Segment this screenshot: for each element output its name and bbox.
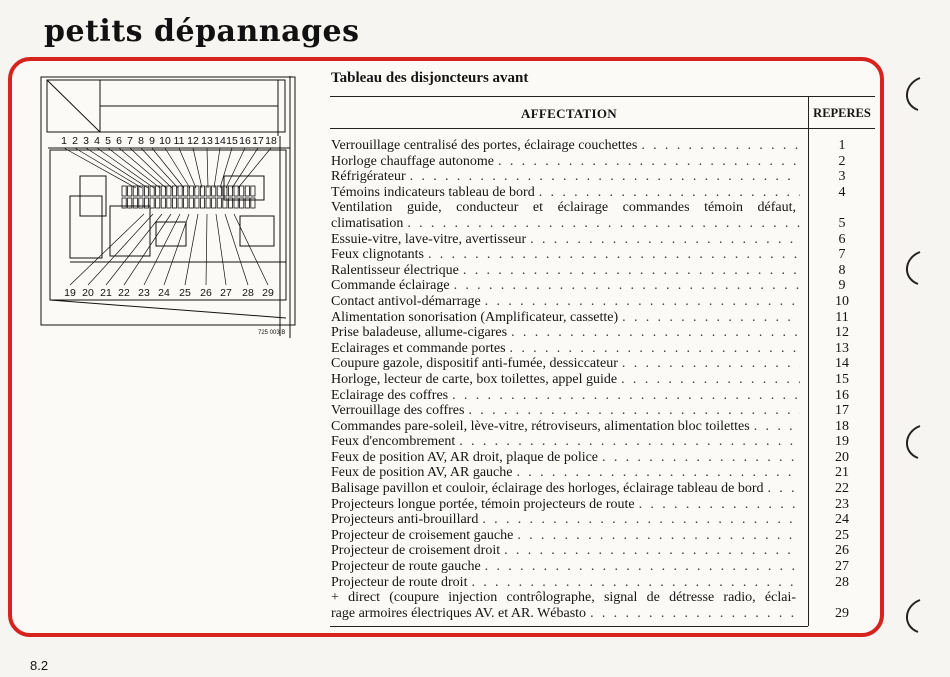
diagram-fuse-number: 28 <box>242 287 254 299</box>
affectation-cell <box>331 356 800 372</box>
affectation-text: Feux clignotants <box>331 247 424 263</box>
repere-cell: 25 <box>835 527 849 543</box>
affectation-text: Verrouillage des coffres <box>331 403 465 419</box>
repere-cell: 1 <box>838 138 846 153</box>
leader-line <box>216 214 226 285</box>
affectation-text: Projecteur de route gauche <box>331 559 481 575</box>
dot-leader <box>407 216 800 232</box>
affectation-cell <box>331 481 800 497</box>
fuse-box-diagram <box>40 76 298 340</box>
affectation-cell <box>331 543 800 559</box>
diagram-fuse-number: 19 <box>64 287 76 299</box>
affectation-cell <box>331 294 800 310</box>
affectation-text: Feux de position AV, AR gauche <box>331 465 513 481</box>
affectation-text: Coupure gazole, dispositif anti-fumée, dessiccateur <box>331 356 618 372</box>
diagram-fuse-number: 2 <box>72 135 78 147</box>
affectation-text: Feux de position AV, AR droit, plaque de police <box>331 449 599 465</box>
affectation-text: Horloge, lecteur de carte, box toilettes, appel guide <box>331 371 618 387</box>
affectation-text: Eclairage des coffres <box>331 387 449 403</box>
table-row <box>330 154 875 170</box>
dot-leader <box>459 434 800 450</box>
leader-line <box>88 214 153 285</box>
fuse-shape <box>217 186 221 196</box>
dot-leader <box>471 575 800 591</box>
fuse-shape <box>144 186 148 196</box>
repere-cell: 16 <box>835 387 849 403</box>
leader-line <box>164 214 189 285</box>
affectation-text: Eclairages et commande portes <box>331 340 506 356</box>
diagram-fuse-number: 13 <box>201 135 213 147</box>
fuse-shape <box>178 186 182 196</box>
affectation-cell <box>331 169 800 185</box>
repere-cell: 11 <box>835 309 849 325</box>
affectation-text: Balisage pavillon et couloir, éclairage des horloges, éclairage tableau de bord <box>331 481 764 497</box>
diagram-fuse-number: 7 <box>127 135 133 147</box>
affectation-cell <box>331 388 800 404</box>
affectation-text: Commandes pare-soleil, lève-vitre, rétroviseurs, alimentation bloc toilettes <box>331 418 750 434</box>
table-row <box>330 450 875 466</box>
table-row <box>330 325 875 341</box>
binder-ring-icon <box>907 600 920 632</box>
table-row <box>330 294 875 310</box>
leader-line <box>220 148 232 188</box>
affectation-text: Verrouillage centralisé des portes, éclairage couchettes <box>331 138 638 153</box>
fuse-shape <box>150 198 154 208</box>
repere-cell: 14 <box>835 356 849 372</box>
fuse-shape <box>172 186 176 196</box>
repere-cell: 23 <box>835 496 849 512</box>
dot-leader <box>452 388 800 404</box>
dot-leader <box>530 232 800 248</box>
dot-leader <box>754 419 800 435</box>
table-row <box>330 169 875 185</box>
leader-line <box>75 148 142 188</box>
fuse-shape <box>212 198 216 208</box>
dot-leader <box>622 356 800 372</box>
fuse-shape <box>200 198 204 208</box>
affectation-text: Ralentisseur électrique <box>331 262 459 278</box>
diagram-fuse-number: 6 <box>116 135 122 147</box>
leader-line <box>108 148 160 188</box>
affectation-cell <box>331 278 800 294</box>
affectation-text: Réfrigérateur <box>331 169 406 185</box>
leader-line <box>152 148 184 188</box>
affectation-text: Alimentation sonorisation (Amplificateur, cassette) <box>331 309 619 325</box>
table-row <box>330 278 875 294</box>
diagram-fuse-number: 12 <box>187 135 199 147</box>
table-top-rule <box>330 96 875 97</box>
leader-line <box>144 214 180 285</box>
dot-leader <box>485 294 800 310</box>
binder-ring-icon <box>907 78 920 110</box>
affectation-text: Ventilation guide, conducteur et éclairage commandes témoin défaut, <box>331 200 796 216</box>
repere-cell: 29 <box>835 605 849 621</box>
repere-cell: 5 <box>838 215 846 231</box>
diagram-fuse-number: 26 <box>200 287 212 299</box>
dot-leader <box>622 310 800 326</box>
dot-leader <box>590 606 800 622</box>
dot-leader <box>498 154 800 170</box>
table-row <box>330 419 875 435</box>
leader-line <box>124 214 171 285</box>
diagram-fuse-number: 8 <box>138 135 144 147</box>
diagram-fuse-number: 14 <box>214 135 226 147</box>
diagram-fuse-number: 9 <box>149 135 155 147</box>
dot-leader <box>511 325 800 341</box>
repere-cell: 19 <box>835 434 849 450</box>
affectation-cell <box>331 185 800 201</box>
diagram-reference: 725 003 B <box>258 330 286 336</box>
binder-rings <box>896 0 950 677</box>
header-reperes: REPERES <box>813 106 871 120</box>
dot-leader <box>517 465 801 481</box>
table-title: Tableau des disjoncteurs avant <box>331 70 529 86</box>
table-header-rule <box>330 128 875 129</box>
affectation-cell <box>331 154 800 170</box>
fuse-shape <box>167 198 171 208</box>
repere-cell: 18 <box>835 418 849 434</box>
dot-leader <box>468 403 800 419</box>
page-title: petits dépannages <box>44 14 360 49</box>
dot-leader <box>482 512 800 528</box>
diagram-fuse-number: 11 <box>173 135 185 147</box>
affectation-cell <box>331 434 800 450</box>
affectation-cell <box>331 497 800 513</box>
affectation-text: Feux d'encombrement <box>331 434 456 450</box>
affectation-text: Contact antivol-démarrage <box>331 293 481 309</box>
repere-cell: 4 <box>838 184 846 200</box>
fuse-shape <box>200 186 204 196</box>
affectation-cell <box>331 403 800 419</box>
dot-leader <box>510 341 800 357</box>
diagram-fuse-number: 18 <box>265 135 277 147</box>
table-row <box>330 590 875 621</box>
dot-leader <box>485 559 800 575</box>
affectation-text: Témoins indicateurs tableau de bord <box>331 184 535 200</box>
table-rows <box>330 138 875 621</box>
affectation-text: Projecteurs anti-brouillard <box>331 512 479 528</box>
dot-leader <box>463 263 800 279</box>
table-row <box>330 356 875 372</box>
table-row <box>330 310 875 326</box>
affectation-text: Projecteurs longue portée, témoin projecteurs de route <box>331 496 635 512</box>
dot-leader <box>641 138 800 154</box>
affectation-cell <box>331 138 800 154</box>
affectation-text: climatisation <box>331 215 404 231</box>
affectation-cell <box>331 450 800 466</box>
table-row <box>330 434 875 450</box>
leader-line <box>179 148 196 188</box>
leader-line <box>165 148 190 188</box>
table-row <box>330 528 875 544</box>
repere-cell: 27 <box>835 559 849 575</box>
repere-cell: 2 <box>838 153 846 169</box>
fuse-shape <box>206 198 210 208</box>
affectation-text: Projecteur de route droit <box>331 574 468 590</box>
affectation-text: Commande éclairage <box>331 278 450 294</box>
fuse-shape <box>189 198 193 208</box>
table-row <box>330 372 875 388</box>
repere-cell: 17 <box>835 403 849 419</box>
fuse-shape <box>240 186 244 196</box>
affectation-cell <box>331 575 800 591</box>
leader-line <box>207 148 208 188</box>
table-row <box>330 200 875 231</box>
fuse-shape <box>156 198 160 208</box>
leader-line <box>206 214 207 285</box>
fuse-shape <box>245 186 249 196</box>
fuse-shape <box>128 186 132 196</box>
table-row <box>330 232 875 248</box>
diagram-fuse-number: 20 <box>82 287 94 299</box>
affectation-cell <box>331 263 800 279</box>
table-row <box>330 403 875 419</box>
affectation-cell <box>331 590 800 621</box>
leader-line <box>130 148 172 188</box>
leader-line <box>193 148 202 188</box>
affectation-text: + direct (coupure injection contrôlographe, signal de détresse radio, éclai- <box>331 590 796 606</box>
repere-cell: 12 <box>835 325 849 341</box>
fuse-shape <box>161 186 165 196</box>
repere-cell: 13 <box>835 340 849 356</box>
repere-cell: 28 <box>835 574 849 590</box>
affectation-cell <box>331 419 800 435</box>
fuse-shape <box>184 186 188 196</box>
repere-cell: 3 <box>838 169 846 185</box>
repere-cell: 22 <box>835 481 849 497</box>
affectation-text: rage armoires électriques AV. et AR. Wébasto <box>331 605 587 621</box>
repere-cell: 8 <box>838 262 846 278</box>
dot-leader <box>639 497 800 513</box>
diagram-fuse-number: 24 <box>158 287 170 299</box>
repere-cell: 7 <box>838 247 846 263</box>
table-row <box>330 388 875 404</box>
affectation-text: Projecteur de croisement gauche <box>331 527 514 543</box>
repere-cell: 9 <box>838 278 846 294</box>
fuse-shape <box>184 198 188 208</box>
affectation-text: Projecteur de croisement droit <box>331 543 501 559</box>
diagram-fuse-number: 22 <box>118 287 130 299</box>
table-row <box>330 543 875 559</box>
table-bottom-rule <box>330 626 808 627</box>
fuse-shape <box>161 198 165 208</box>
affectation-cell <box>331 372 800 388</box>
dot-leader <box>539 185 800 201</box>
diagram-fuse-number: 29 <box>262 287 274 299</box>
repere-cell: 24 <box>835 512 849 528</box>
affectation-cell <box>331 325 800 341</box>
dot-leader <box>517 528 800 544</box>
fuse-shape <box>217 198 221 208</box>
diagram-fuse-number: 3 <box>83 135 89 147</box>
table-row <box>330 341 875 357</box>
table-row <box>330 512 875 528</box>
fuse-box-illustration <box>40 76 298 340</box>
header-affectation: AFFECTATION <box>521 106 617 121</box>
fuse-shape <box>178 198 182 208</box>
leader-line <box>86 148 148 188</box>
table-row <box>330 138 875 154</box>
dot-leader <box>454 278 800 294</box>
fuse-shape <box>167 186 171 196</box>
leader-line <box>141 148 178 188</box>
affectation-cell <box>331 512 800 528</box>
table-row <box>330 263 875 279</box>
fuse-shape <box>195 198 199 208</box>
table-row <box>330 247 875 263</box>
leader-line <box>225 214 248 285</box>
affectation-text: Prise baladeuse, allume-cigares <box>331 325 508 341</box>
binder-ring-icon <box>907 426 920 458</box>
table-row <box>330 185 875 201</box>
table-row <box>330 575 875 591</box>
repere-cell: 15 <box>835 371 849 387</box>
fuse-shape <box>212 186 216 196</box>
binder-ring-icon <box>907 252 920 284</box>
fuse-shape <box>251 186 255 196</box>
affectation-cell <box>331 528 800 544</box>
repere-cell: 6 <box>838 231 846 247</box>
dot-leader <box>428 247 800 263</box>
leader-line <box>106 214 162 285</box>
diagram-fuse-number: 17 <box>252 135 264 147</box>
page-number: 8.2 <box>30 658 49 673</box>
table-row <box>330 465 875 481</box>
dot-leader <box>767 481 800 497</box>
table-row <box>330 481 875 497</box>
diagram-fuse-number: 27 <box>220 287 232 299</box>
affectation-cell <box>331 200 800 231</box>
affectation-text: Essuie-vitre, lave-vitre, avertisseur <box>331 231 527 247</box>
fuse-shape <box>234 186 238 196</box>
diagram-fuse-number: 25 <box>179 287 191 299</box>
diagram-fuse-number: 23 <box>138 287 150 299</box>
repere-cell: 21 <box>835 465 849 481</box>
leader-line <box>214 148 220 188</box>
diagram-fuse-number: 15 <box>226 135 238 147</box>
diagram-fuse-number: 5 <box>105 135 111 147</box>
affectation-cell <box>331 310 800 326</box>
repere-cell: 26 <box>835 543 849 559</box>
diagram-fuse-number: 10 <box>159 135 171 147</box>
leader-line <box>234 214 268 285</box>
leader-line <box>70 214 144 285</box>
fuse-shape <box>122 186 126 196</box>
diagram-fuse-number: 16 <box>239 135 251 147</box>
repere-cell: 10 <box>835 293 849 309</box>
dot-leader <box>621 372 800 388</box>
affectation-cell <box>331 341 800 357</box>
repere-cell: 20 <box>835 449 849 465</box>
dot-leader <box>602 450 800 466</box>
table-row <box>330 559 875 575</box>
affectation-cell <box>331 247 800 263</box>
affectation-text: Horloge chauffage autonome <box>331 153 495 169</box>
affectation-cell <box>331 232 800 248</box>
dot-leader <box>410 169 800 185</box>
leader-line <box>185 214 198 285</box>
affectation-cell <box>331 465 800 481</box>
dot-leader <box>504 543 800 559</box>
diagram-fuse-number: 1 <box>61 135 67 147</box>
diagram-fuse-number: 21 <box>100 287 112 299</box>
affectation-cell <box>331 559 800 575</box>
table-row <box>330 497 875 513</box>
diagram-fuse-number: 4 <box>94 135 100 147</box>
fuse-shape <box>172 198 176 208</box>
